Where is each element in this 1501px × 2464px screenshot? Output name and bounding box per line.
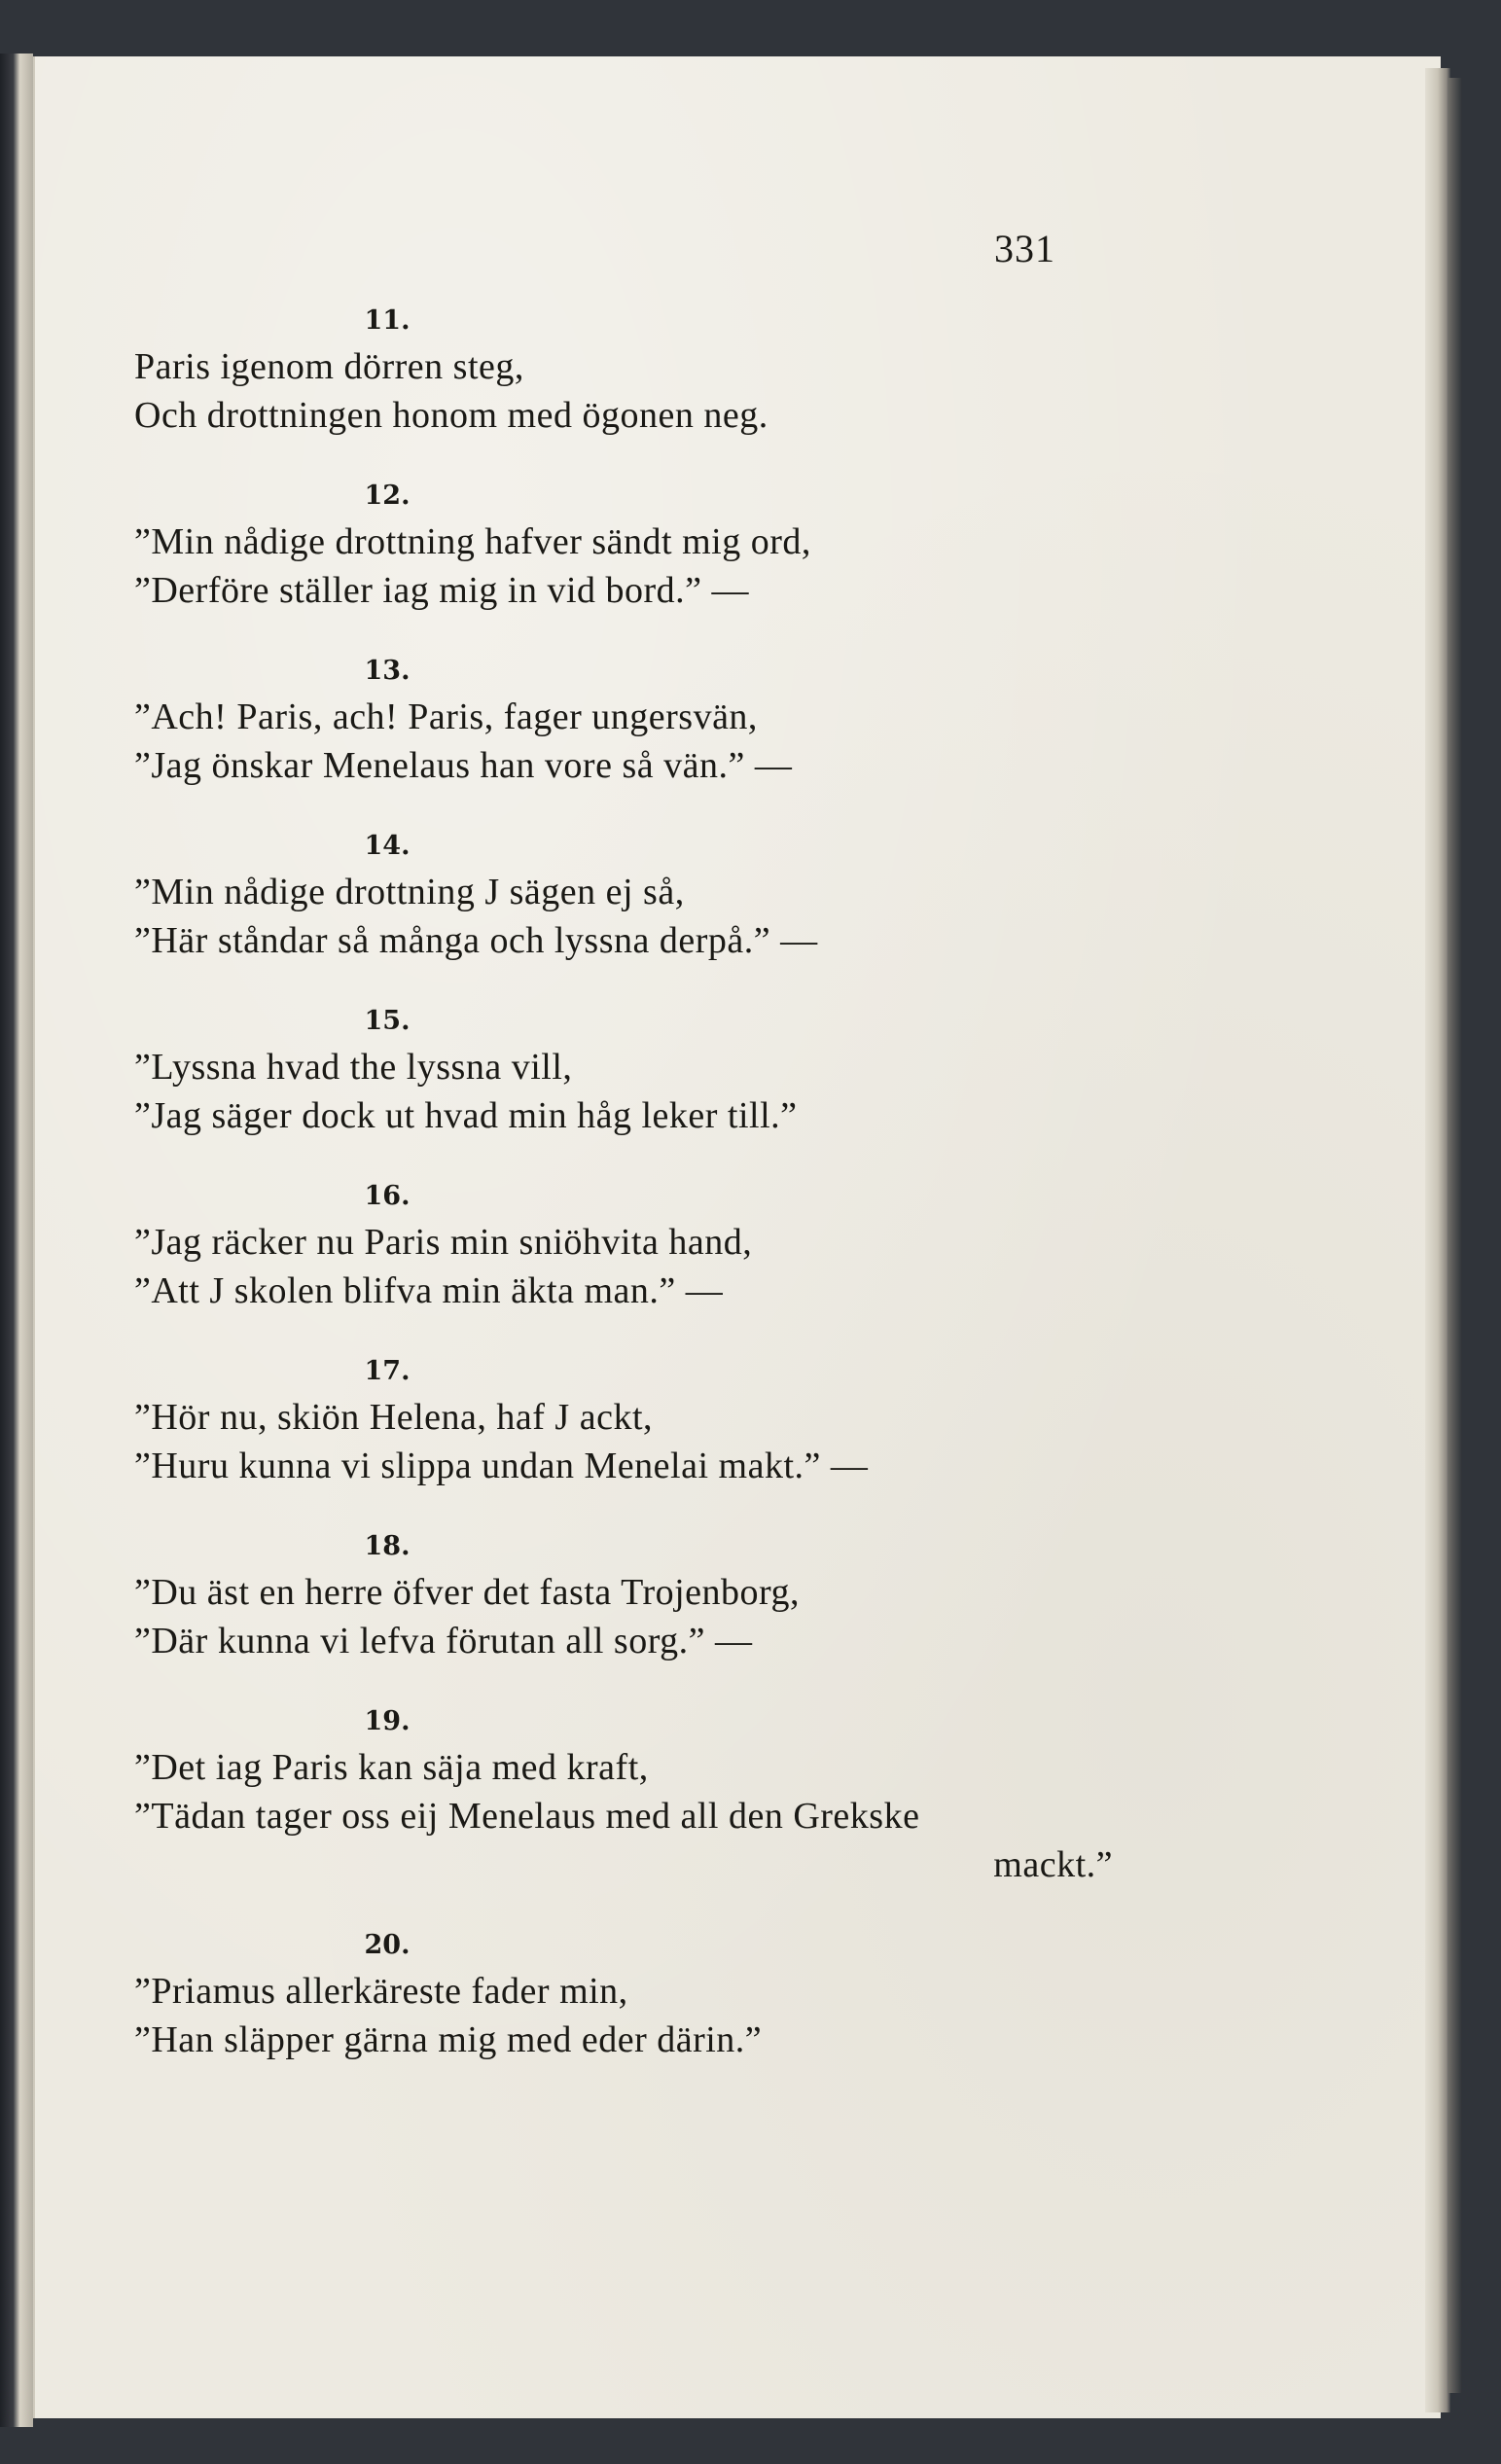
verse-line: ”Priamus allerkäreste fader min, <box>134 1971 628 2012</box>
stanza-number: 20. <box>364 1930 411 1960</box>
stanza <box>134 1529 1117 1665</box>
verse-line: ”Här ståndar så många och lyssna derpå.” — <box>134 920 818 961</box>
stanza-number: 11. <box>364 305 411 336</box>
page-number: 331 <box>994 227 1055 270</box>
verse-line: ”Att J skolen blifva min äkta man.” — <box>134 1270 724 1311</box>
stanza-number: 18. <box>364 1531 411 1561</box>
verse-line: ”Tädan tager oss eij Menelaus med all den Grekske <box>134 1796 920 1837</box>
stanza <box>134 304 1117 440</box>
book-spine-edge <box>0 54 33 2427</box>
verse-line: ”Hör nu, skiön Helena, haf J ackt, <box>134 1397 654 1438</box>
verse-line: ”Där kunna vi lefva förutan all sorg.” — <box>134 1621 753 1661</box>
verse-line: ”Jag önskar Menelaus han vore så vän.” — <box>134 745 793 786</box>
verse-line: ”Min nådige drottning hafver sändt mig ord, <box>134 521 811 562</box>
verse-line: Och drottningen honom med ögonen neg. <box>134 395 768 436</box>
stanza-number: 12. <box>364 481 411 511</box>
stanza <box>134 1928 1117 2064</box>
verse-line: ”Du äst en herre öfver det fasta Trojenborg, <box>134 1572 800 1613</box>
stanza <box>134 654 1117 790</box>
verse-line: ”Ach! Paris, ach! Paris, fager ungersvän, <box>134 696 758 737</box>
stanza <box>134 1354 1117 1490</box>
stanza <box>134 1704 1117 1889</box>
verse-line: ”Det iag Paris kan säja med kraft, <box>134 1747 649 1788</box>
page-fore-edge <box>1425 68 1450 2412</box>
verse-line: Paris igenom dörren steg, <box>134 346 524 387</box>
verse-line: ”Jag säger dock ut hvad min håg leker till.” <box>134 1095 798 1136</box>
stanza-number: 16. <box>364 1181 411 1211</box>
verse-line: ”Derföre ställer iag mig in vid bord.” — <box>134 570 750 611</box>
verse-runover: mackt.” <box>993 1844 1113 1885</box>
stanza <box>134 1004 1117 1140</box>
verse-line: ”Jag räcker nu Paris min sniöhvita hand, <box>134 1222 753 1263</box>
verse-line: ”Min nådige drottning J sägen ej så, <box>134 872 685 912</box>
stanza <box>134 479 1117 615</box>
stanza-number: 15. <box>364 1006 411 1036</box>
stanza <box>134 829 1117 965</box>
verse-line: ”Lyssna hvad the lyssna vill, <box>134 1047 573 1088</box>
stanza-number: 14. <box>364 831 411 861</box>
stanza-number: 13. <box>364 656 411 686</box>
stanza <box>134 1179 1117 1315</box>
verse-line: ”Huru kunna vi slippa undan Menelai makt.” — <box>134 1446 869 1486</box>
page-shadow-edge <box>1448 78 1462 2393</box>
stanza-number: 17. <box>364 1356 411 1386</box>
verse-line: ”Han släpper gärna mig med eder därin.” <box>134 2019 763 2060</box>
stanza-number: 19. <box>364 1706 411 1736</box>
